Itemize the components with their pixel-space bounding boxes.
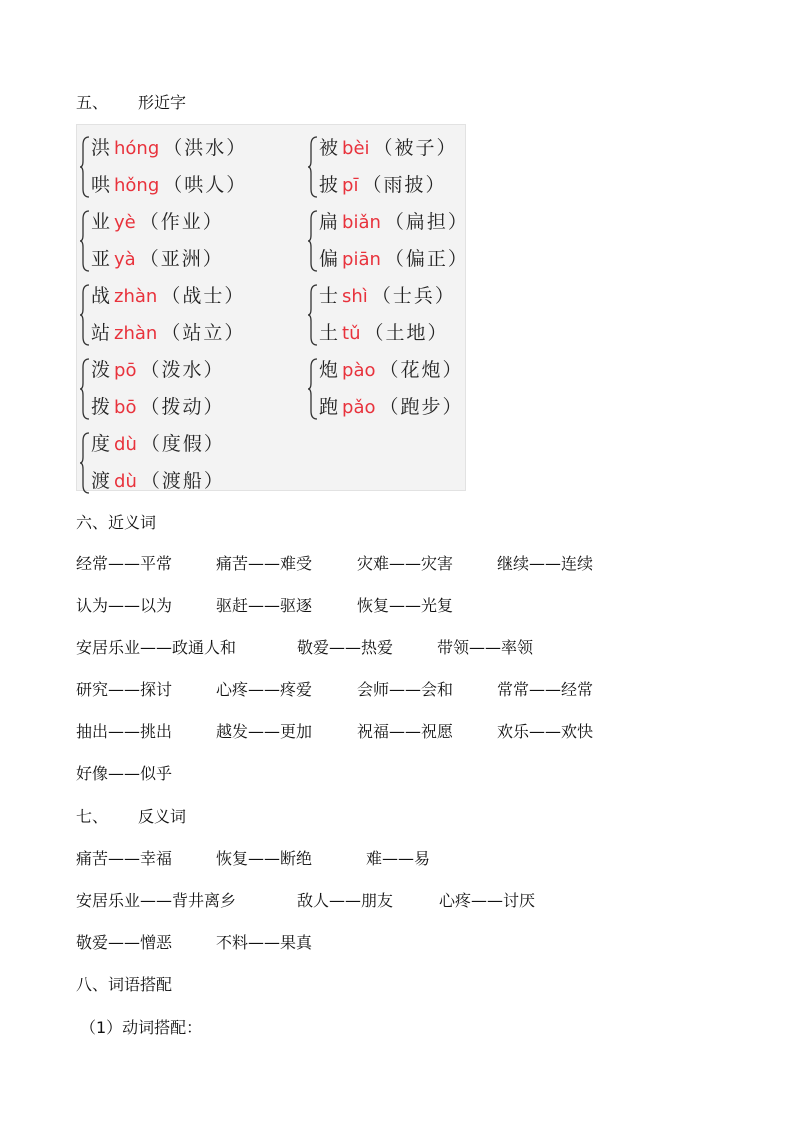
word-pair-row <box>76 888 579 911</box>
pinyin: tǔ <box>342 323 361 344</box>
character: 泼 <box>91 359 111 381</box>
char-line <box>91 355 224 382</box>
word-pair: 带领——率领 <box>437 638 534 657</box>
pinyin: zhàn <box>114 286 158 307</box>
word-pair: 痛苦——难受 <box>216 554 313 573</box>
word-pair: 驱赶——驱逐 <box>216 596 313 615</box>
example-word: （被子） <box>373 137 458 159</box>
example-word: （跑步） <box>379 396 464 418</box>
section-5-number: 五、 <box>76 93 109 112</box>
example-word: （花炮） <box>379 359 464 381</box>
similar-characters-panel <box>76 124 469 492</box>
char-line <box>91 392 224 419</box>
example-word: （渡船） <box>140 470 225 492</box>
word-pair: 研究——探讨 <box>76 680 173 699</box>
word-pair: 安居乐业——背井离乡 <box>76 891 237 910</box>
char-line <box>91 429 225 456</box>
word-pair: 经常——平常 <box>76 554 173 573</box>
example-word: （站立） <box>161 322 246 344</box>
pinyin: hóng <box>114 138 160 159</box>
word-pair: 祝福——祝愿 <box>357 722 454 741</box>
word-pair-row <box>76 677 637 700</box>
pinyin: pī <box>342 175 359 196</box>
word-pair-row <box>76 930 356 953</box>
word-pair: 越发——更加 <box>216 722 313 741</box>
word-pair-row <box>76 719 637 742</box>
section-7-number: 七、 <box>76 807 109 826</box>
section-6-heading: 六、近义词 <box>76 513 157 532</box>
example-word: （扁担） <box>384 211 469 233</box>
pinyin: dù <box>114 434 137 455</box>
pinyin: bō <box>114 397 137 418</box>
pinyin: biǎn <box>342 212 381 233</box>
subsection-1-heading: （1）动词搭配： <box>80 1018 203 1037</box>
char-line <box>319 170 446 197</box>
word-pair: 恢复——光复 <box>357 596 454 615</box>
word-pair: 安居乐业——政通人和 <box>76 638 237 657</box>
brace-icon <box>307 209 319 273</box>
character: 被 <box>319 137 339 159</box>
brace-icon <box>307 283 319 347</box>
character: 拨 <box>91 396 111 418</box>
char-line <box>91 318 245 345</box>
brace-icon <box>79 357 91 421</box>
word-pair-row <box>76 593 497 616</box>
character: 扁 <box>319 211 339 233</box>
section-7-heading <box>76 804 186 827</box>
character: 业 <box>91 211 111 233</box>
character: 士 <box>319 285 339 307</box>
pinyin: dù <box>114 471 137 492</box>
section-5-heading <box>76 90 186 113</box>
word-pair: 难——易 <box>366 849 431 868</box>
character: 炮 <box>319 359 339 381</box>
char-line <box>319 318 449 345</box>
character: 度 <box>91 433 111 455</box>
word-pair: 抽出——挑出 <box>76 722 173 741</box>
word-pair-row <box>76 635 577 658</box>
example-word: （士兵） <box>371 285 456 307</box>
section-7-title: 反义词 <box>138 807 187 826</box>
char-line <box>319 281 456 308</box>
example-word: （偏正） <box>384 248 469 270</box>
char-line <box>91 466 225 493</box>
character: 战 <box>91 285 111 307</box>
example-word: （雨披） <box>362 174 447 196</box>
char-line <box>319 207 469 234</box>
word-pair: 恢复——断绝 <box>216 849 313 868</box>
pinyin: hǒng <box>114 175 160 196</box>
character: 哄 <box>91 174 111 196</box>
example-word: （洪水） <box>163 137 248 159</box>
word-pair: 认为——以为 <box>76 596 173 615</box>
example-word: （作业） <box>139 211 224 233</box>
brace-icon <box>79 209 91 273</box>
word-pair: 敌人——朋友 <box>297 891 394 910</box>
char-line <box>91 170 247 197</box>
brace-icon <box>79 283 91 347</box>
word-pair-row <box>76 846 506 869</box>
character: 披 <box>319 174 339 196</box>
pinyin: zhàn <box>114 323 158 344</box>
character: 跑 <box>319 396 339 418</box>
pinyin: yà <box>114 249 136 270</box>
word-pair: 常常——经常 <box>497 680 594 699</box>
pinyin: piān <box>342 249 381 270</box>
word-pair: 欢乐——欢快 <box>497 722 594 741</box>
char-line <box>319 392 464 419</box>
word-pair: 敬爱——热爱 <box>297 638 394 657</box>
char-line <box>91 207 224 234</box>
example-word: （土地） <box>364 322 449 344</box>
char-line <box>91 281 245 308</box>
word-pair: 心疼——疼爱 <box>216 680 313 699</box>
example-word: （泼水） <box>140 359 225 381</box>
word-pair-row <box>76 551 637 574</box>
character: 洪 <box>91 137 111 159</box>
example-word: （亚洲） <box>139 248 224 270</box>
section-8-heading: 八、词语搭配 <box>76 975 173 994</box>
brace-icon <box>307 135 319 199</box>
pinyin: shì <box>342 286 368 307</box>
pinyin: pǎo <box>342 397 376 418</box>
character: 站 <box>91 322 111 344</box>
word-pair: 继续——连续 <box>497 554 594 573</box>
char-line <box>91 244 224 271</box>
character: 亚 <box>91 248 111 270</box>
brace-icon <box>307 357 319 421</box>
pinyin: yè <box>114 212 136 233</box>
brace-icon <box>79 135 91 199</box>
brace-icon <box>79 431 91 495</box>
example-word: （拨动） <box>140 396 225 418</box>
pinyin: bèi <box>342 138 370 159</box>
word-pair: 灾难——灾害 <box>357 554 454 573</box>
section-5-title: 形近字 <box>138 93 187 112</box>
character: 土 <box>319 322 339 344</box>
word-pair: 痛苦——幸福 <box>76 849 173 868</box>
pinyin: pō <box>114 360 137 381</box>
word-pair: 不料——果真 <box>216 933 313 952</box>
char-line <box>319 355 464 382</box>
word-pair: 会师——会和 <box>357 680 454 699</box>
character: 偏 <box>319 248 339 270</box>
character: 渡 <box>91 470 111 492</box>
example-word: （战士） <box>161 285 246 307</box>
char-line <box>91 133 247 160</box>
example-word: （哄人） <box>163 174 248 196</box>
pinyin: pào <box>342 360 376 381</box>
word-pair: 好像——似乎 <box>76 764 173 783</box>
word-pair: 心疼——讨厌 <box>439 891 536 910</box>
char-line <box>319 244 469 271</box>
word-pair-row <box>76 761 216 784</box>
example-word: （度假） <box>140 433 225 455</box>
char-line <box>319 133 458 160</box>
word-pair: 敬爱——憎恶 <box>76 933 173 952</box>
